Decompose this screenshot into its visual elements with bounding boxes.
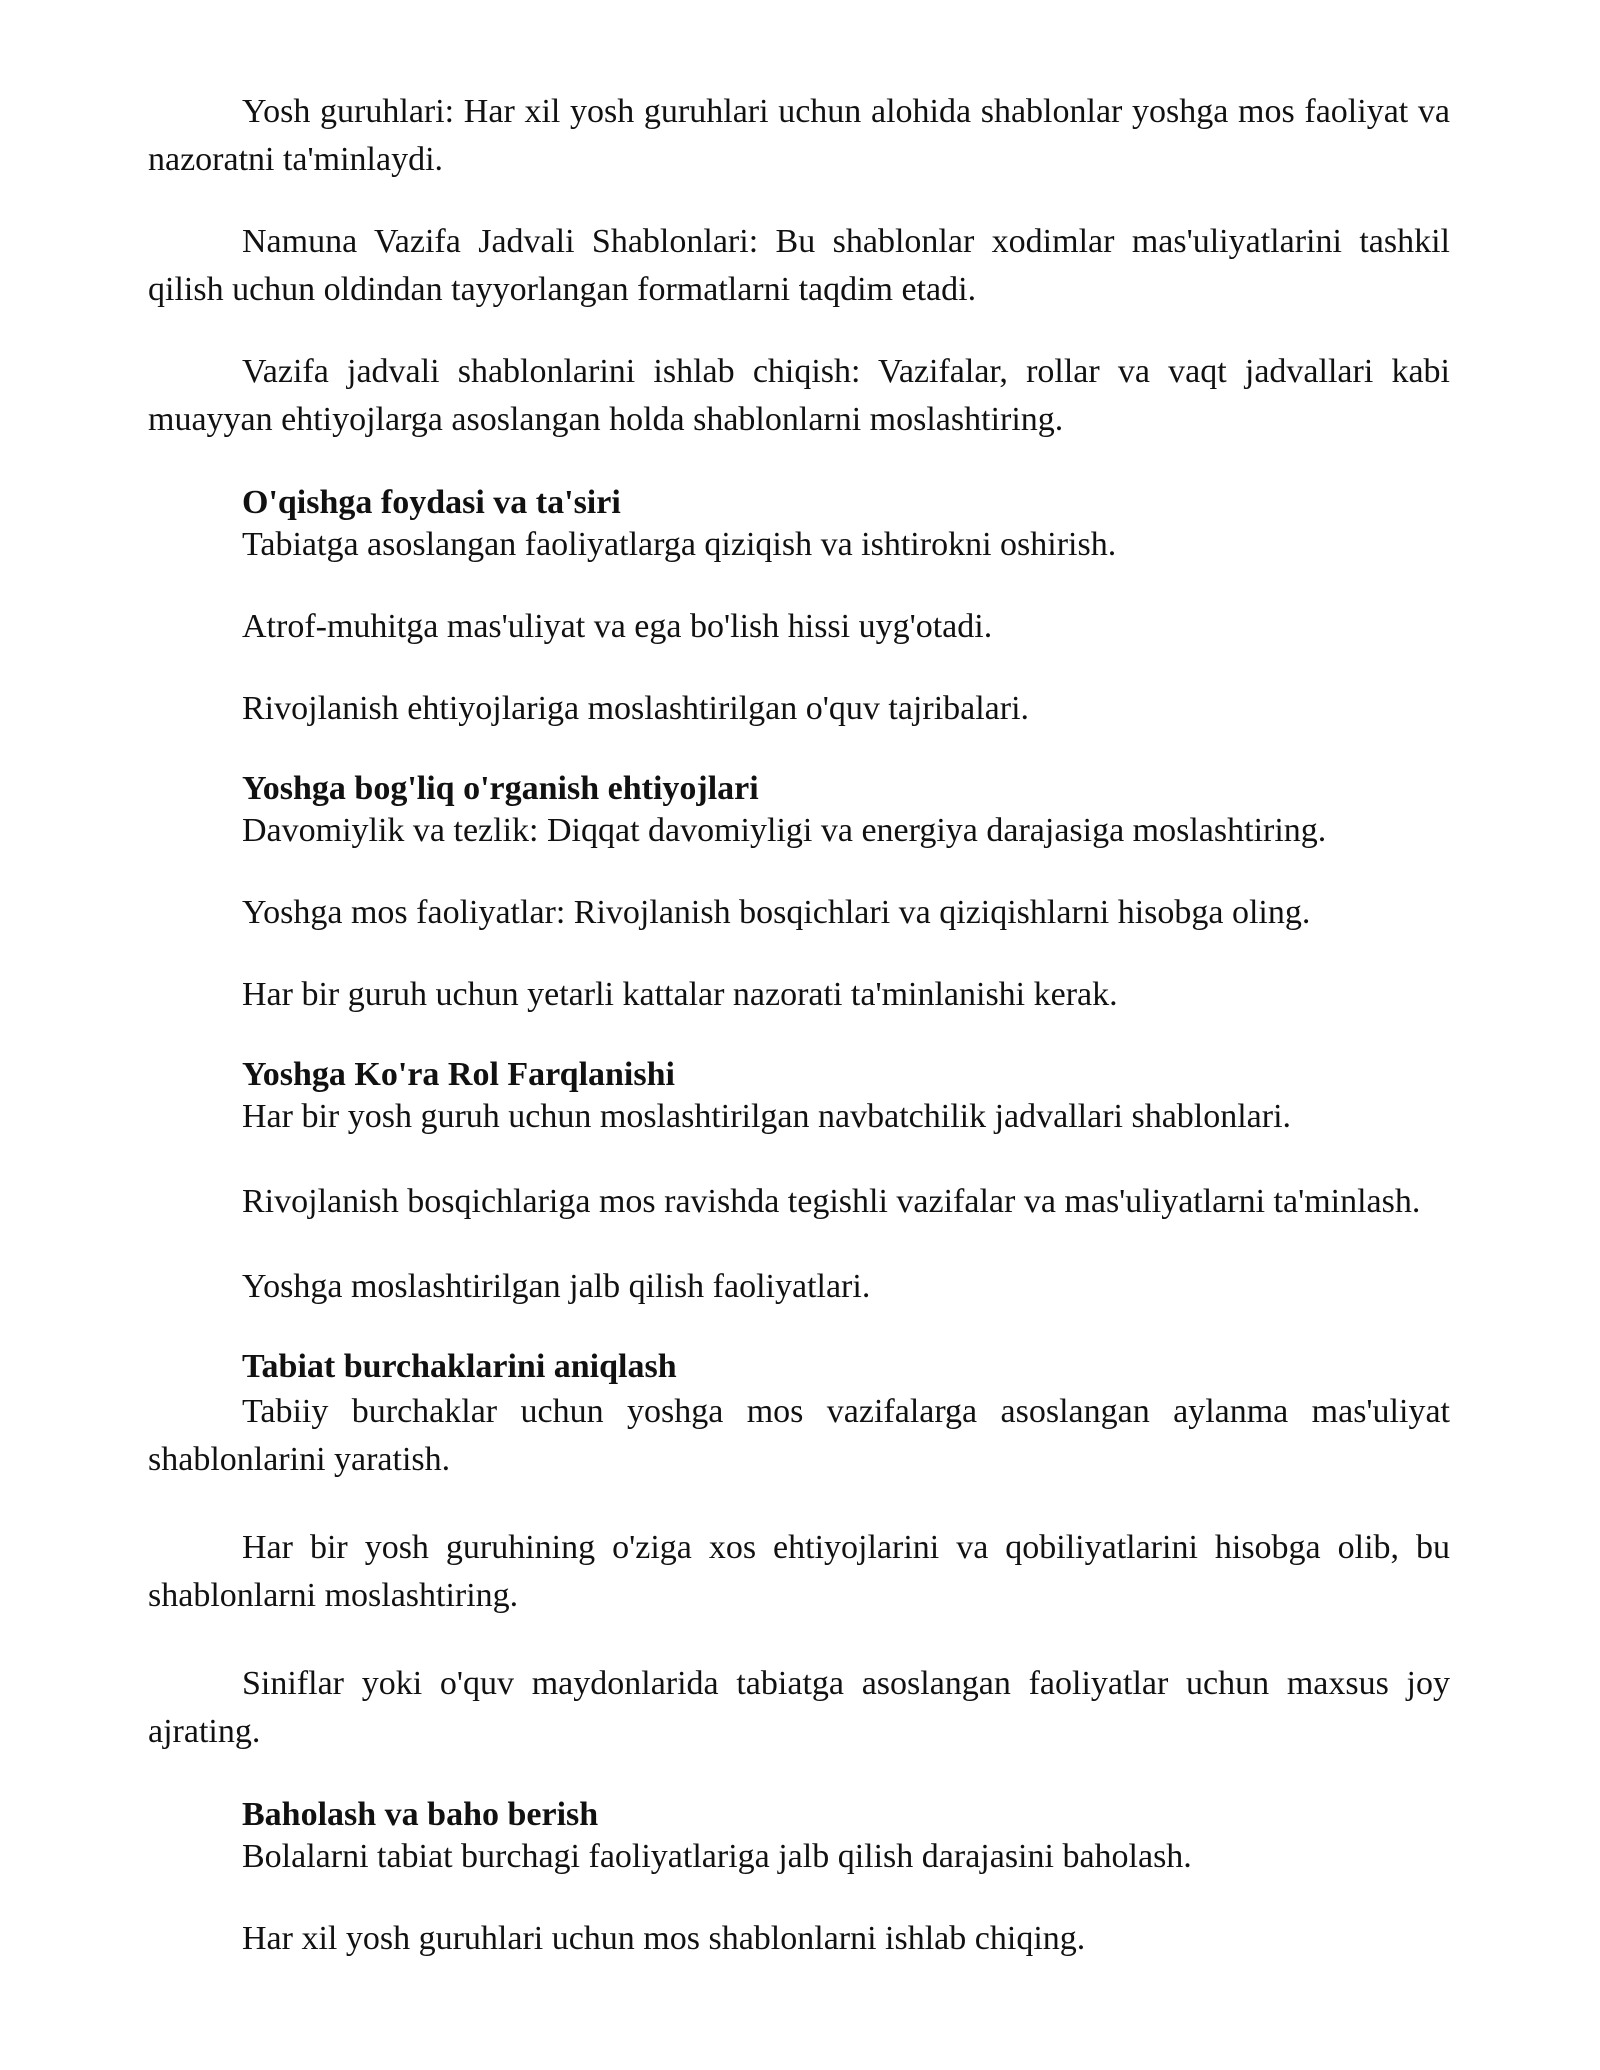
section-nature-corners: [148, 1346, 1450, 1756]
section-item: Tabiatga asoslangan faoliyatlarga qiziqish va ishtirokni oshirish.: [242, 526, 1117, 563]
section-item: Rivojlanish ehtiyojlariga moslashtirilgan o'quv tajribalari.: [242, 690, 1030, 727]
section-item: Tabiiy burchaklar uchun yoshga mos vazifalarga asoslangan aylanma mas'uliyat shablonlarini yaratish.: [148, 1393, 1450, 1478]
section-learning-benefits: [148, 482, 1450, 730]
intro-paragraph-age-groups: Yosh guruhlari: Har xil yosh guruhlari uchun alohida shablonlar yoshga mos faoliyat va nazoratni ta'minlaydi.: [148, 93, 1450, 178]
section-heading: Yoshga bog'liq o'rganish ehtiyojlari: [242, 770, 759, 807]
section-item: Yoshga mos faoliyatlar: Rivojlanish bosqichlari va qiziqishlarni hisobga oling.: [242, 894, 1311, 931]
section-item: Bolalarni tabiat burchagi faoliyatlariga jalb qilish darajasini baholash.: [242, 1838, 1192, 1875]
section-item: Siniflar yoki o'quv maydonlarida tabiatga asoslangan faoliyatlar uchun maxsus joy ajrating.: [148, 1665, 1450, 1750]
section-age-learning-needs: [148, 768, 1450, 1016]
section-item: Atrof-muhitga mas'uliyat va ega bo'lish hissi uyg'otadi.: [242, 608, 993, 645]
section-heading: Yoshga Ko'ra Rol Farqlanishi: [242, 1056, 675, 1093]
section-item: Har bir guruh uchun yetarli kattalar nazorati ta'minlanishi kerak.: [242, 976, 1118, 1013]
section-heading: O'qishga foydasi va ta'siri: [242, 484, 621, 521]
section-item: Yoshga moslashtirilgan jalb qilish faoliyatlari.: [242, 1268, 871, 1305]
section-item: Rivojlanish bosqichlariga mos ravishda tegishli vazifalar va mas'uliyatlarni ta'minlash.: [242, 1183, 1421, 1220]
intro-paragraph-templates: Namuna Vazifa Jadvali Shablonlari: Bu shablonlar xodimlar mas'uliyatlarini tashkil qilish uchun oldindan tayyorlangan formatlarni taqdim etadi.: [148, 223, 1450, 308]
section-item: Har xil yosh guruhlari uchun mos shablonlarni ishlab chiqing.: [242, 1920, 1086, 1957]
section-heading: Tabiat burchaklarini aniqlash: [242, 1348, 677, 1385]
section-item: Davomiylik va tezlik: Diqqat davomiyligi va energiya darajasiga moslashtiring.: [242, 812, 1327, 849]
section-heading: Baholash va baho berish: [242, 1796, 599, 1833]
section-item: Har bir yosh guruh uchun moslashtirilgan navbatchilik jadvallari shablonlari.: [242, 1098, 1292, 1135]
section-item: Har bir yosh guruhining o'ziga xos ehtiyojlarini va qobiliyatlarini hisobga olib, bu shablonlarni moslashtiring.: [148, 1529, 1450, 1614]
section-role-differentiation: [148, 1054, 1450, 1308]
intro-paragraph-development: Vazifa jadvali shablonlarini ishlab chiqish: Vazifalar, rollar va vaqt jadvallari kabi muayyan ehtiyojlarga asoslangan holda shablonlarni moslashtiring.: [148, 353, 1450, 438]
section-assessment: [148, 1794, 1450, 1960]
